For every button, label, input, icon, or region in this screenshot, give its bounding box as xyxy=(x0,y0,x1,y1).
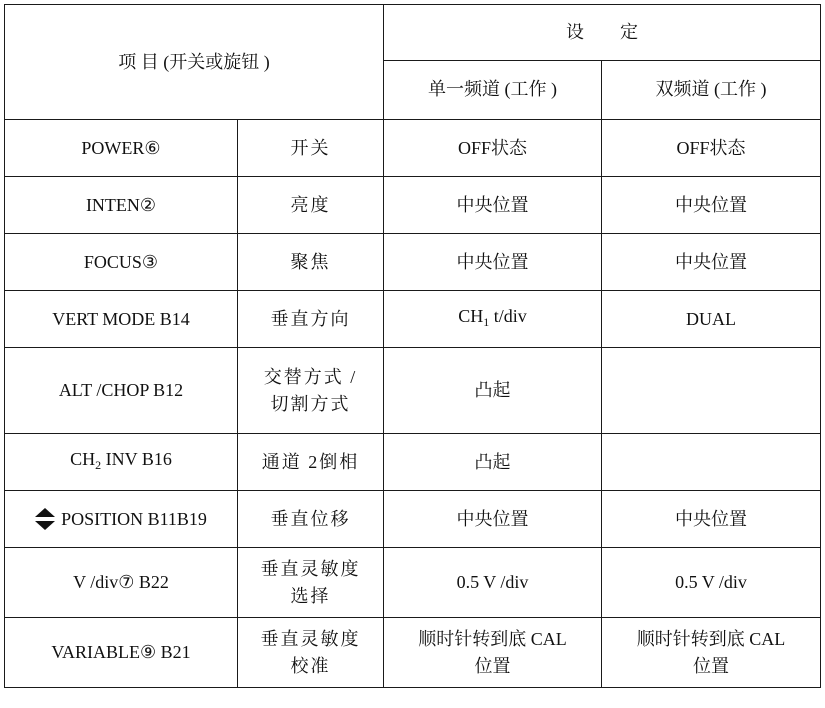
up-down-arrow-icon xyxy=(35,508,55,530)
function-cell: 聚焦 xyxy=(238,234,384,291)
control-cell: VERT MODE B14 xyxy=(5,291,238,348)
function-line-1: 垂直灵敏度 xyxy=(260,628,361,649)
channel-subscript: 1 xyxy=(483,314,490,329)
single-setting-cell: 凸起 xyxy=(384,348,602,434)
function-line-1: 交替方式 / xyxy=(263,366,358,387)
control-cell xyxy=(5,434,238,491)
single-setting-cell: 中央位置 xyxy=(384,177,602,234)
channel-label: CH xyxy=(458,305,484,326)
dual-setting-cell: 中央位置 xyxy=(602,234,821,291)
function-cell: 亮度 xyxy=(238,177,384,234)
dual-channel-header: 双频道 (工作 ) xyxy=(602,60,821,119)
single-channel-header: 单一频道 (工作 ) xyxy=(384,60,602,119)
dual-setting-cell: 中央位置 xyxy=(602,491,821,548)
control-cell: POWER⑥ xyxy=(5,120,238,177)
table-row xyxy=(5,177,821,234)
function-line-1: 垂直灵敏度 xyxy=(260,558,361,579)
dual-setting-cell xyxy=(602,618,821,688)
table-row xyxy=(5,434,821,491)
dual-setting-cell: 0.5 V /div xyxy=(602,548,821,618)
table-row xyxy=(5,491,821,548)
function-line-2: 选择 xyxy=(290,585,331,606)
table-row xyxy=(5,291,821,348)
control-label: POSITION B11B19 xyxy=(61,508,207,529)
table-row xyxy=(5,120,821,177)
setting-line-2: 位置 xyxy=(474,655,511,676)
function-cell xyxy=(238,548,384,618)
table-row xyxy=(5,618,821,688)
control-cell: FOCUS③ xyxy=(5,234,238,291)
single-setting-cell: 中央位置 xyxy=(384,234,602,291)
settings-sheet xyxy=(4,4,820,704)
table-row xyxy=(5,548,821,618)
channel-subscript: 2 xyxy=(95,457,102,472)
function-cell: 开关 xyxy=(238,120,384,177)
control-cell: ALT /CHOP B12 xyxy=(5,348,238,434)
setting-line-1: 顺时针转到底 CAL xyxy=(418,628,567,649)
single-setting-cell xyxy=(384,291,602,348)
single-setting-cell: 中央位置 xyxy=(384,491,602,548)
function-cell: 垂直方向 xyxy=(238,291,384,348)
dual-setting-cell: 中央位置 xyxy=(602,177,821,234)
single-setting-cell xyxy=(384,618,602,688)
table-row xyxy=(5,234,821,291)
control-cell xyxy=(5,491,238,548)
control-suffix: INV B16 xyxy=(101,448,172,469)
dual-setting-cell: DUAL xyxy=(602,291,821,348)
timebase-label: t/div xyxy=(489,305,527,326)
item-header: 项 目 (开关或旋钮 ) xyxy=(5,5,384,120)
function-cell: 垂直位移 xyxy=(238,491,384,548)
dual-setting-cell xyxy=(602,348,821,434)
function-cell xyxy=(238,348,384,434)
control-cell: VARIABLE⑨ B21 xyxy=(5,618,238,688)
setting-line-1: 顺时针转到底 CAL xyxy=(636,628,786,649)
function-cell xyxy=(238,618,384,688)
single-setting-cell: 0.5 V /div xyxy=(384,548,602,618)
setting-line-2: 位置 xyxy=(693,655,729,676)
function-line-2: 校准 xyxy=(290,655,331,676)
single-setting-cell: OFF状态 xyxy=(384,120,602,177)
dual-setting-cell: OFF状态 xyxy=(602,120,821,177)
table-row xyxy=(5,348,821,434)
control-cell: INTEN② xyxy=(5,177,238,234)
function-cell: 通道 2倒相 xyxy=(238,434,384,491)
settings-table xyxy=(4,4,821,688)
channel-label: CH xyxy=(70,448,96,469)
function-line-2: 切割方式 xyxy=(270,393,351,414)
single-setting-cell: 凸起 xyxy=(384,434,602,491)
control-cell: V /div⑦ B22 xyxy=(5,548,238,618)
dual-setting-cell xyxy=(602,434,821,491)
setting-header: 设 定 xyxy=(384,5,821,61)
